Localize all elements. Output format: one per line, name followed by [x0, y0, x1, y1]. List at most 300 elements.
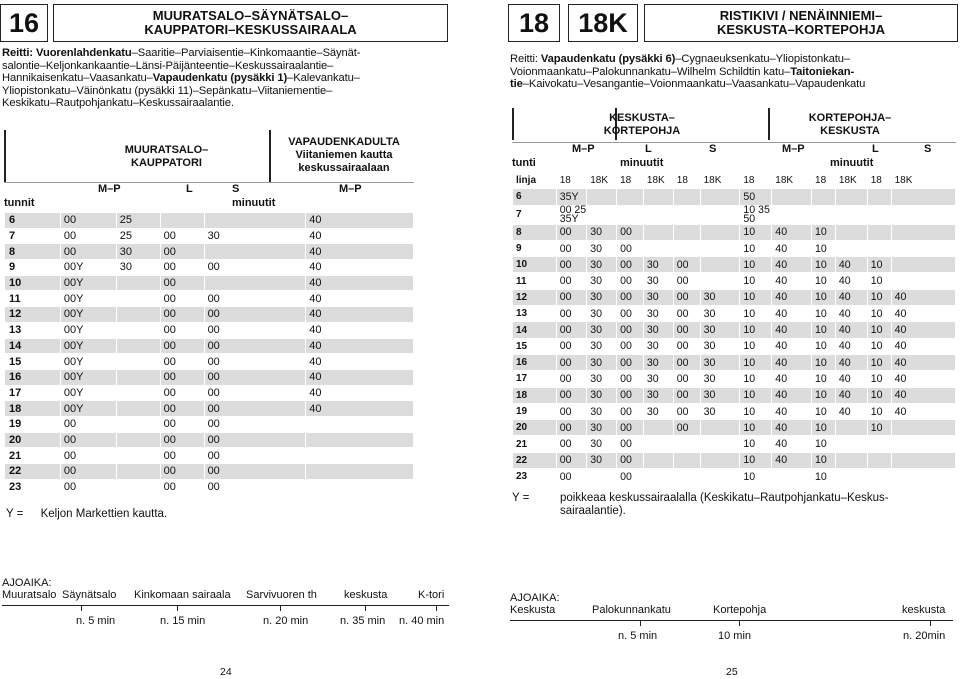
minute-cell: 30 — [643, 387, 673, 403]
minute-cell: 10 — [740, 371, 772, 387]
minute-cell: 10 — [812, 338, 836, 354]
minute-cell: 30 — [587, 436, 617, 452]
heading-line: MUURATSALO– — [124, 144, 209, 156]
hour-cell: 9 — [5, 260, 61, 276]
minute-cell: 40 — [306, 213, 414, 229]
minute-cell: 30 — [643, 289, 673, 305]
minute-cell: 00 — [204, 260, 306, 276]
hour-cell: 11 — [513, 273, 557, 289]
table-row — [513, 371, 956, 387]
route-title-line1: MUURATSALO–SÄYNÄTSALO– — [152, 8, 349, 23]
hour-cell: 18 — [513, 387, 557, 403]
route-bold-stop: tie — [510, 78, 523, 91]
minute-cell: 30 — [700, 371, 740, 387]
minute-cell: 00 — [60, 228, 116, 244]
hour-cell: 8 — [5, 244, 61, 260]
linja-row — [513, 173, 956, 189]
minute-cell — [700, 420, 740, 436]
minute-cell: 40 — [306, 369, 414, 385]
linja-cell: 18K — [643, 173, 673, 189]
minute-cell: 40 — [772, 306, 812, 322]
minute-cell: 00 — [60, 416, 116, 432]
minute-cell: 40 — [772, 224, 812, 240]
minute-cell: 00 — [160, 338, 204, 354]
minute-cell: 40 — [772, 420, 812, 436]
minute-cell: 00 — [673, 420, 700, 436]
stop-name: keskusta — [902, 604, 946, 616]
travel-time-title: AJOAIKA: — [510, 592, 560, 604]
minute-cell — [643, 452, 673, 468]
table-row — [5, 275, 414, 291]
minute-cell: 10 — [740, 224, 772, 240]
stop-name: Kortepohja — [713, 604, 767, 616]
minute-cell: 30 — [700, 338, 740, 354]
table-row — [5, 432, 414, 448]
minute-cell: 10 — [812, 403, 836, 419]
minute-cell: 00 — [204, 448, 306, 464]
minute-cell: 10 — [867, 338, 891, 354]
route-description — [510, 53, 960, 91]
stop-name: Muuratsalo — [2, 589, 57, 601]
route-bold-stop: Taitoniekan- — [790, 65, 855, 78]
minute-cell — [306, 464, 414, 480]
minute-cell: 10 — [812, 452, 836, 468]
minute-cell: 00Y — [60, 385, 116, 401]
minute-cell: 00 — [556, 289, 587, 305]
route-line: –Saaritie–Parviaisentie–Kinkomaantie–Säynät- — [131, 47, 361, 59]
minute-cell — [160, 213, 204, 229]
minute-cell — [867, 469, 891, 485]
hours-label: tunti — [512, 157, 536, 169]
minute-cell: 00 — [60, 464, 116, 480]
timetable-left — [4, 212, 414, 495]
hour-cell: 20 — [513, 420, 557, 436]
minute-cell — [306, 432, 414, 448]
minute-cell — [306, 479, 414, 495]
minute-cell: 00 — [617, 338, 644, 354]
table-row — [513, 189, 956, 205]
table-row — [513, 240, 956, 256]
table-row — [513, 420, 956, 436]
minute-cell: 00Y — [60, 322, 116, 338]
day-heading: M–P — [339, 183, 362, 195]
minute-cell: 40 — [891, 387, 955, 403]
minute-cell: 10 — [812, 240, 836, 256]
minute-cell: 00 — [160, 385, 204, 401]
minute-cell: 00 — [60, 479, 116, 495]
table-row — [5, 401, 414, 417]
hour-cell: 8 — [513, 224, 557, 240]
table-row — [513, 452, 956, 468]
route-title-box — [53, 4, 448, 42]
route-prefix: Reitti: — [510, 53, 541, 65]
minute-cell: 30 — [587, 420, 617, 436]
route-description — [2, 47, 452, 110]
minute-cell — [812, 205, 836, 224]
minute-cell — [617, 189, 644, 205]
minute-cell: 00Y — [60, 369, 116, 385]
minute-cell: 40 — [306, 338, 414, 354]
table-row — [5, 464, 414, 480]
minute-cell — [700, 224, 740, 240]
day-heading: L — [186, 183, 193, 195]
time-value: n. 35 min — [340, 615, 386, 627]
minute-cell: 40 — [306, 228, 414, 244]
travel-time — [510, 592, 955, 642]
column-heading — [780, 112, 920, 138]
hour-cell: 14 — [5, 338, 61, 354]
minute-cell — [835, 420, 867, 436]
table-row — [5, 213, 414, 229]
minute-cell: 00 — [617, 224, 644, 240]
minute-cell: 00 — [617, 371, 644, 387]
minute-cell: 00Y — [60, 275, 116, 291]
minute-cell: 10 — [867, 306, 891, 322]
minute-cell — [643, 224, 673, 240]
minute-cell: 40 — [772, 371, 812, 387]
minute-cell: 00 — [204, 291, 306, 307]
minute-cell: 00 — [204, 464, 306, 480]
page-number: 25 — [726, 666, 738, 678]
minute-cell: 10 — [867, 387, 891, 403]
minute-cell — [204, 244, 306, 260]
minute-cell: 00 — [617, 257, 644, 273]
minute-value: 50 — [743, 212, 756, 225]
minute-cell — [891, 420, 955, 436]
hour-cell: 14 — [513, 322, 557, 338]
minute-cell — [700, 257, 740, 273]
minute-cell: 00 — [617, 469, 644, 485]
minute-cell: 40 — [306, 244, 414, 260]
minute-cell: 10 — [867, 257, 891, 273]
minute-cell: 00 — [556, 403, 587, 419]
hour-cell: 18 — [5, 401, 61, 417]
minute-cell — [835, 469, 867, 485]
time-value: n. 20 min — [263, 615, 309, 627]
linja-label: linja — [513, 173, 557, 189]
minute-cell: 40 — [835, 354, 867, 370]
minute-cell: 40 — [891, 354, 955, 370]
minute-cell: 10 — [740, 306, 772, 322]
minute-cell: 00 — [556, 322, 587, 338]
heading-line: VAPAUDENKADULTA — [288, 136, 400, 148]
hour-cell: 7 — [5, 228, 61, 244]
minute-cell — [116, 322, 160, 338]
minute-cell: 40 — [891, 322, 955, 338]
minute-cell: 40 — [772, 240, 812, 256]
minute-cell: 00Y — [60, 291, 116, 307]
minute-value: 35Y — [559, 212, 579, 225]
minute-cell: 30 — [587, 403, 617, 419]
route-bold-stop: Vapaudenkatu (pysäkki 6) — [540, 53, 676, 65]
linja-cell: 18K — [835, 173, 867, 189]
minute-cell — [643, 189, 673, 205]
minute-cell — [673, 240, 700, 256]
hour-cell: 15 — [513, 338, 557, 354]
footnote-text: poikkeaa keskussairaalalla (Keskikatu–Rautpohjankatu–Keskus- — [560, 492, 889, 504]
minute-cell — [867, 189, 891, 205]
minute-cell: 10 — [740, 354, 772, 370]
minute-cell: 35Y — [556, 189, 587, 205]
minute-cell: 10 — [740, 338, 772, 354]
footnote-text: Keljon Markettien kautta. — [40, 508, 168, 520]
route-line: –Kalevankatu– — [287, 72, 360, 85]
timetable-header — [4, 130, 414, 212]
minute-cell — [867, 436, 891, 452]
route-number: 16 — [8, 7, 40, 38]
travel-time-line — [510, 620, 953, 621]
route-number-box — [568, 4, 638, 42]
minute-cell — [116, 448, 160, 464]
time-value: n. 15 min — [160, 615, 206, 627]
minute-cell: 00 — [556, 452, 587, 468]
hour-cell: 10 — [513, 257, 557, 273]
linja-cell: 18K — [772, 173, 812, 189]
minute-cell: 40 — [772, 436, 812, 452]
table-row — [5, 244, 414, 260]
day-heading: S — [232, 183, 240, 195]
table-row — [5, 307, 414, 323]
hour-cell: 12 — [5, 307, 61, 323]
minute-cell — [812, 189, 836, 205]
minute-cell: 10 — [812, 371, 836, 387]
minute-cell: 00 — [160, 448, 204, 464]
minute-cell: 00Y — [60, 260, 116, 276]
heading-line: KAUPPATORI — [131, 157, 202, 169]
minute-cell: 00 — [60, 213, 116, 229]
minute-cell — [772, 469, 812, 485]
table-row — [513, 469, 956, 485]
minute-cell: 30 — [643, 322, 673, 338]
minute-cell: 10 — [740, 403, 772, 419]
minute-cell: 00 — [160, 228, 204, 244]
route-number-box — [0, 4, 48, 42]
minute-cell: 10 — [812, 387, 836, 403]
stop-name: Kinkomaan sairaala — [134, 589, 231, 601]
minute-cell: 00 — [204, 432, 306, 448]
heading-line: keskussairaalaan — [298, 162, 390, 174]
minute-cell: 30 — [700, 387, 740, 403]
hour-cell: 13 — [5, 322, 61, 338]
route-line: salontie–Keljonkankaantie–Länsi-Päijänteentie–Keskussairaalantie– — [2, 59, 334, 72]
minute-cell: 00 — [204, 354, 306, 370]
minute-cell — [673, 436, 700, 452]
minute-cell — [643, 436, 673, 452]
minute-cell: 10 — [740, 452, 772, 468]
minute-cell: 30 — [587, 224, 617, 240]
minute-cell: 00 — [617, 322, 644, 338]
route-line: Hannikaisenkatu–Vaasankatu– — [2, 72, 153, 85]
minute-cell — [204, 275, 306, 291]
linja-cell: 18 — [812, 173, 836, 189]
minute-cell — [643, 420, 673, 436]
hour-cell: 17 — [513, 371, 557, 387]
heading-line: KORTEPOHJA — [603, 125, 681, 137]
travel-time-title: AJOAIKA: — [2, 577, 52, 589]
minute-cell: 00 — [160, 416, 204, 432]
route-title-line2: KAUPPATORI–KESKUSSAIRAALA — [144, 22, 357, 37]
minute-cell: 30 — [587, 387, 617, 403]
minute-cell — [643, 469, 673, 485]
table-row — [5, 260, 414, 276]
day-heading: M–P — [572, 143, 595, 155]
hour-cell: 22 — [5, 464, 61, 480]
minute-cell: 00Y — [60, 338, 116, 354]
stop-name: Palokunnankatu — [592, 604, 671, 616]
minute-cell: 30 — [587, 452, 617, 468]
minute-cell — [891, 240, 955, 256]
table-row — [5, 291, 414, 307]
minute-cell: 00 — [60, 432, 116, 448]
stop-name: Sarvivuoren th — [246, 589, 317, 601]
minute-cell: 00 — [204, 338, 306, 354]
minute-cell: 40 — [835, 322, 867, 338]
route-line: Yliopistonkatu–Väinönkatu (pysäkki 11)–Sepänkatu–Viitaniementie– — [2, 84, 333, 97]
minute-cell: 30 — [700, 322, 740, 338]
minute-cell — [835, 205, 867, 224]
minute-cell: 00 — [204, 385, 306, 401]
minute-cell: 10 — [740, 257, 772, 273]
minute-cell: 00 — [673, 387, 700, 403]
hour-cell: 11 — [5, 291, 61, 307]
minute-cell: 10 — [867, 371, 891, 387]
minute-cell: 00 — [673, 257, 700, 273]
day-heading: S — [924, 143, 932, 155]
minute-cell: 00 — [617, 403, 644, 419]
minute-cell: 00 — [617, 240, 644, 256]
minute-cell: 00 — [673, 306, 700, 322]
footnote-text: sairaalantie). — [560, 505, 626, 517]
route-number: 18 — [518, 7, 550, 38]
minute-cell — [891, 273, 955, 289]
minute-cell: 00 — [60, 448, 116, 464]
day-heading: S — [709, 143, 717, 155]
minute-cell — [116, 416, 160, 432]
minute-cell: 40 — [306, 322, 414, 338]
hour-cell: 10 — [5, 275, 61, 291]
minute-cell — [116, 338, 160, 354]
minute-cell — [673, 224, 700, 240]
minute-cell: 00 — [617, 354, 644, 370]
minute-cell: 40 — [772, 354, 812, 370]
minute-cell: 10 — [867, 354, 891, 370]
route-number-box — [508, 4, 560, 42]
minute-cell: 30 — [587, 354, 617, 370]
stop-name: K-tori — [418, 589, 445, 601]
hour-cell: 13 — [513, 306, 557, 322]
stop-name: keskusta — [344, 589, 388, 601]
minute-cell: 10 — [812, 469, 836, 485]
linja-cell: 18K — [700, 173, 740, 189]
minute-cell — [891, 452, 955, 468]
minute-cell: 40 — [835, 306, 867, 322]
hour-cell: 22 — [513, 452, 557, 468]
minute-cell — [700, 436, 740, 452]
table-row — [5, 322, 414, 338]
hour-cell: 23 — [513, 469, 557, 485]
minute-cell: 00 — [617, 420, 644, 436]
table-row — [513, 354, 956, 370]
minute-cell: 30 — [643, 338, 673, 354]
table-row — [513, 257, 956, 273]
route-title-line2: KESKUSTA–KORTEPOHJA — [716, 22, 886, 37]
minute-cell — [891, 205, 955, 224]
minute-cell: 10 — [812, 436, 836, 452]
minute-cell — [116, 275, 160, 291]
route-line: Keskikatu–Rautpohjankatu–Keskussairaalantie. — [2, 97, 234, 110]
heading-line: KESKUSTA– — [609, 112, 675, 124]
day-heading: M–P — [98, 183, 121, 195]
minute-cell: 10 — [867, 273, 891, 289]
minute-cell: 00 — [204, 369, 306, 385]
minute-cell: 30 — [587, 371, 617, 387]
linja-cell: 18K — [587, 173, 617, 189]
linja-cell: 18 — [556, 173, 587, 189]
minute-cell — [867, 240, 891, 256]
minute-cell: 00 — [556, 257, 587, 273]
minute-cell: 10 — [740, 469, 772, 485]
minute-cell: 40 — [306, 354, 414, 370]
minute-cell: 40 — [306, 401, 414, 417]
heading-line: Viitaniemen kautta — [295, 149, 393, 161]
minute-cell: 40 — [835, 371, 867, 387]
day-heading: M–P — [782, 143, 805, 155]
minute-cell — [700, 205, 740, 224]
footnote-marker: Y = — [6, 508, 24, 520]
minute-cell — [587, 205, 617, 224]
minute-cell: 30 — [643, 273, 673, 289]
minute-cell — [116, 401, 160, 417]
minute-cell — [673, 452, 700, 468]
minute-cell: 30 — [587, 289, 617, 305]
minute-cell: 30 — [643, 403, 673, 419]
minute-cell: 30 — [700, 354, 740, 370]
minute-cell — [740, 205, 772, 224]
table-row — [5, 369, 414, 385]
time-value: n. 20min — [903, 630, 946, 642]
minute-cell — [891, 189, 955, 205]
minute-cell: 00Y — [60, 354, 116, 370]
minute-cell — [867, 452, 891, 468]
minute-cell: 00 — [160, 479, 204, 495]
minute-cell: 00 — [556, 240, 587, 256]
minute-cell — [617, 205, 644, 224]
minute-cell: 00 — [556, 354, 587, 370]
minute-cell: 00 — [673, 322, 700, 338]
hour-cell: 23 — [5, 479, 61, 495]
table-row — [513, 338, 956, 354]
column-heading — [274, 136, 414, 175]
minute-cell: 00 — [673, 403, 700, 419]
minute-cell: 00Y — [60, 401, 116, 417]
table-row — [5, 416, 414, 432]
minute-cell: 00 — [556, 420, 587, 436]
minute-cell: 00 — [673, 371, 700, 387]
minute-cell: 40 — [772, 452, 812, 468]
hour-cell: 21 — [513, 436, 557, 452]
minute-cell: 40 — [772, 387, 812, 403]
table-row — [513, 322, 956, 338]
minute-cell — [867, 224, 891, 240]
minute-cell: 40 — [772, 289, 812, 305]
minute-cell: 10 — [867, 420, 891, 436]
minute-cell: 00 — [204, 479, 306, 495]
hour-cell: 19 — [5, 416, 61, 432]
minute-cell: 00 — [617, 289, 644, 305]
hour-cell: 9 — [513, 240, 557, 256]
route-start-bold: Vuorenlahdenkatu — [36, 47, 132, 59]
minute-cell — [116, 385, 160, 401]
